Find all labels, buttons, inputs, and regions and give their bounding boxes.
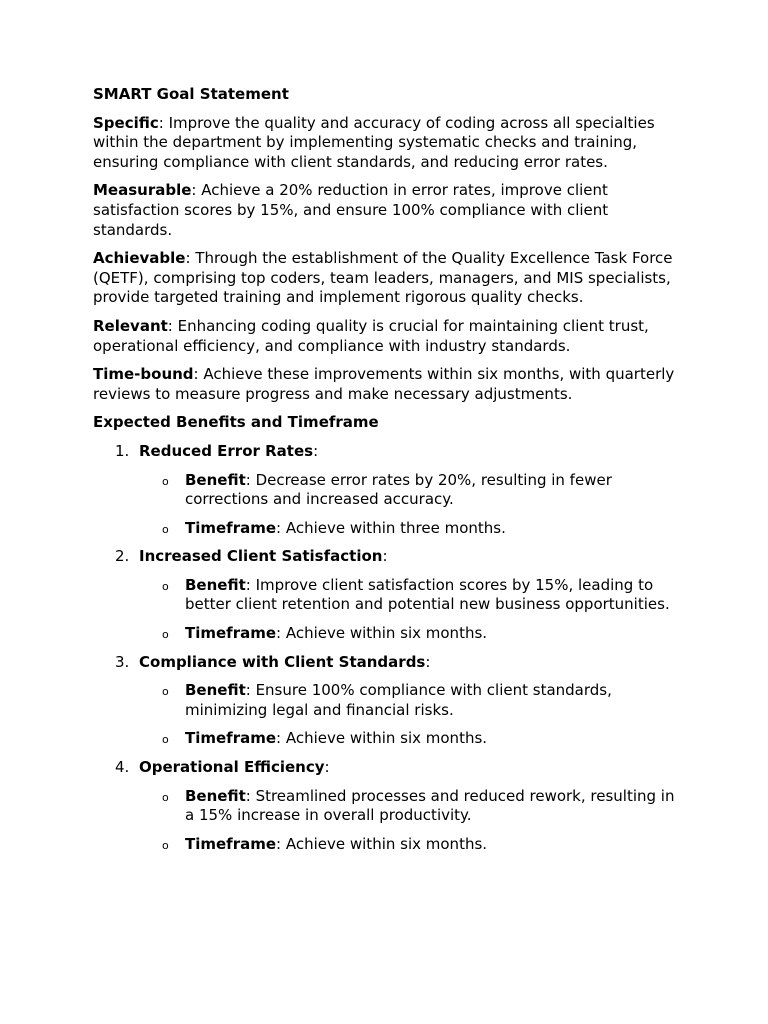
- benefit-points: [139, 787, 683, 855]
- point-text: : Achieve within three months.: [276, 518, 506, 537]
- item-number: 1.: [115, 441, 130, 460]
- page-title: SMART Goal Statement: [93, 85, 289, 103]
- list-item: [139, 835, 683, 855]
- list-item: [139, 471, 683, 510]
- point-text: : Decrease error rates by 20%, resulting in fewer corrections and increased accuracy.: [185, 470, 612, 509]
- point-label: Timeframe: [185, 624, 277, 643]
- smart-text: : Enhancing coding quality is crucial for maintaining client trust, operational efficiency, and compliance with industry standards.: [93, 316, 649, 355]
- point-text: : Improve client satisfaction scores by 15%, leading to better client retention and potential new business opportunities.: [185, 575, 670, 614]
- circle-bullet-icon: o: [162, 733, 169, 747]
- benefit-title-suffix: :: [382, 547, 388, 566]
- item-number: 3.: [115, 652, 130, 671]
- benefit-title: [139, 758, 683, 778]
- smart-text: : Through the establishment of the Quality Excellence Task Force (QETF), comprising top coders, team leaders, managers, and MIS specialists, provide targeted training and implement rigorous quality checks.: [93, 249, 673, 307]
- benefit-points: [139, 471, 683, 539]
- benefit-points: [139, 681, 683, 749]
- circle-bullet-icon: o: [162, 628, 169, 642]
- smart-time-bound: [93, 365, 683, 404]
- point-label: Timeframe: [185, 518, 277, 537]
- smart-relevant: [93, 317, 683, 356]
- smart-term: Time-bound: [93, 365, 194, 384]
- benefits-list: [93, 442, 683, 855]
- benefits-heading: Expected Benefits and Timeframe: [93, 413, 379, 432]
- benefit-item: [93, 653, 683, 749]
- benefit-title-suffix: :: [313, 441, 319, 460]
- benefit-title-suffix: :: [324, 758, 330, 777]
- circle-bullet-icon: o: [162, 838, 169, 852]
- benefit-title-text: Compliance with Client Standards: [139, 652, 426, 671]
- circle-bullet-icon: o: [162, 790, 169, 804]
- point-label: Timeframe: [185, 729, 277, 748]
- point-text: : Achieve within six months.: [276, 624, 488, 643]
- benefit-item: [93, 442, 683, 538]
- point-text: : Streamlined processes and reduced rework, resulting in a 15% increase in overall productivity.: [185, 786, 675, 825]
- list-item: [139, 519, 683, 539]
- smart-term: Relevant: [93, 316, 168, 335]
- list-item: [139, 787, 683, 826]
- circle-bullet-icon: o: [162, 579, 169, 593]
- point-label: Timeframe: [185, 834, 277, 853]
- smart-specific: [93, 114, 683, 173]
- point-text: : Achieve within six months.: [276, 834, 488, 853]
- smart-term: Measurable: [93, 181, 192, 200]
- circle-bullet-icon: o: [162, 522, 169, 536]
- benefit-item: [93, 758, 683, 854]
- benefit-title-text: Operational Efficiency: [139, 758, 325, 777]
- point-label: Benefit: [185, 786, 246, 805]
- benefit-points: [139, 576, 683, 644]
- point-label: Benefit: [185, 470, 246, 489]
- list-item: [139, 681, 683, 720]
- list-item: [139, 729, 683, 749]
- benefit-title: [139, 653, 683, 673]
- point-text: : Achieve within six months.: [276, 729, 488, 748]
- document-page: [93, 85, 683, 863]
- smart-term: Achievable: [93, 249, 186, 268]
- smart-term: Specific: [93, 113, 159, 132]
- benefit-title-suffix: :: [425, 652, 431, 671]
- point-text: : Ensure 100% compliance with client standards, minimizing legal and financial risks.: [185, 681, 612, 719]
- item-number: 4.: [115, 758, 130, 777]
- smart-text: : Achieve these improvements within six months, with quarterly reviews to measure progress and make necessary adjustments.: [93, 365, 675, 403]
- point-label: Benefit: [185, 681, 246, 700]
- benefit-title: [139, 547, 683, 567]
- list-item: [139, 576, 683, 615]
- smart-text: : Achieve a 20% reduction in error rates, improve client satisfaction scores by 15%, and ensure 100% compliance with client standards.: [93, 181, 609, 239]
- smart-text: : Improve the quality and accuracy of coding across all specialties within the department by implementing systematic checks and training, ensuring compliance with client standards, and reducing error rates.: [93, 113, 655, 171]
- point-label: Benefit: [185, 575, 246, 594]
- smart-achievable: [93, 249, 683, 308]
- circle-bullet-icon: o: [162, 685, 169, 699]
- benefit-title-text: Increased Client Satisfaction: [139, 547, 383, 566]
- circle-bullet-icon: o: [162, 474, 169, 488]
- item-number: 2.: [115, 547, 130, 566]
- benefit-title-text: Reduced Error Rates: [139, 441, 314, 460]
- smart-measurable: [93, 181, 683, 240]
- benefit-item: [93, 547, 683, 643]
- list-item: [139, 624, 683, 644]
- benefit-title: [139, 442, 683, 462]
